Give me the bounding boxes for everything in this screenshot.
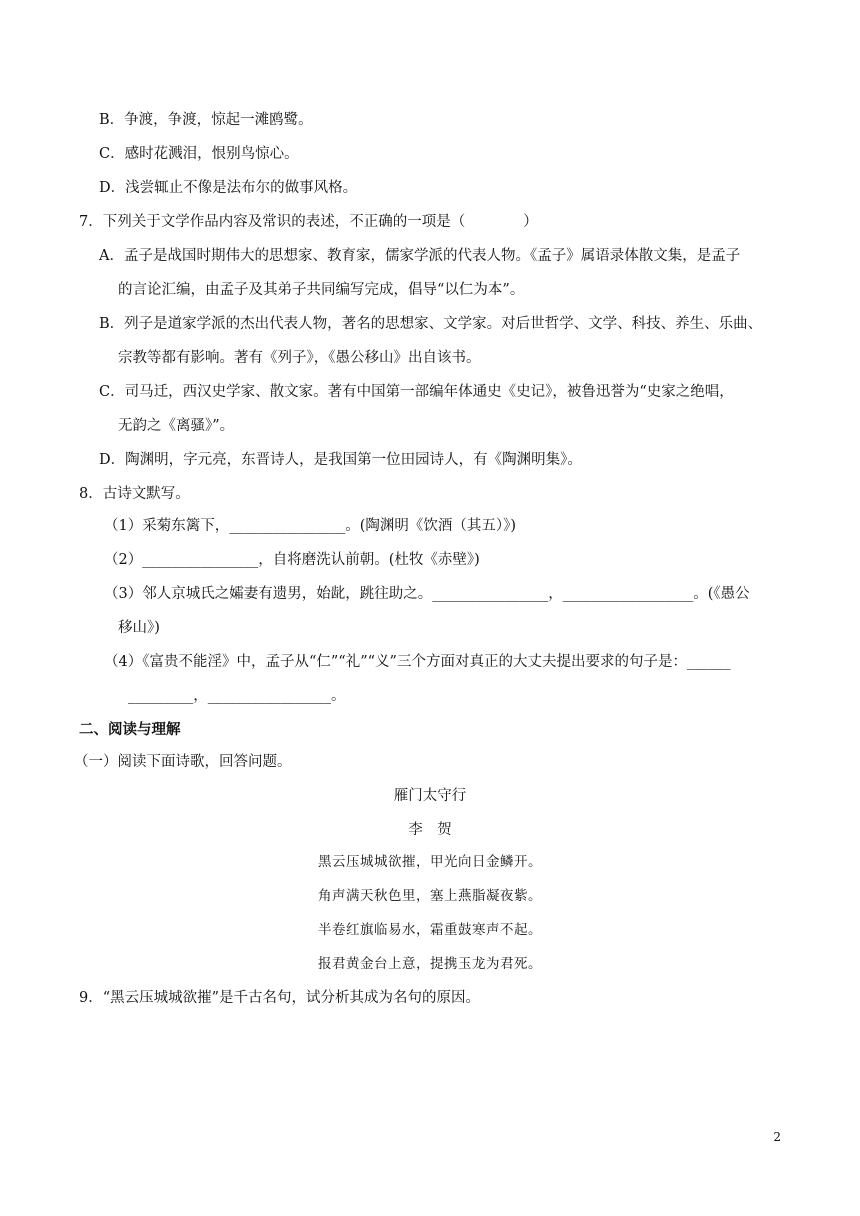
q7-option-b-line1: B．列子是道家学派的杰出代表人物，著名的思想家、文学家。对后世哲学、文学、科技、养生、乐曲、 bbox=[99, 316, 763, 332]
page-number: 2 bbox=[773, 1130, 781, 1144]
q7-option-c-line2: 无韵之《离骚》”。 bbox=[118, 418, 235, 434]
section-subheading: （一）阅读下面诗歌，回答问题。 bbox=[74, 754, 292, 770]
q8-item-4-line2: _________，_________________。 bbox=[128, 688, 346, 704]
q7-option-c-line1: C．司马迁，西汉史学家、散文家。著有中国第一部编年体通史《史记》，被鲁迅誉为“史家之绝唱， bbox=[99, 384, 734, 400]
poem-title: 雁门太守行 bbox=[393, 788, 467, 804]
q7-option-a-line1: A．孟子是战国时期伟大的思想家、教育家，儒家学派的代表人物。《孟子》属语录体散文集，是孟子 bbox=[99, 248, 741, 264]
q6-option-d: D．浅尝辄止不像是法布尔的做事风格。 bbox=[99, 180, 358, 196]
poem-author: 李 贺 bbox=[408, 822, 452, 838]
section-heading: 二、阅读与理解 bbox=[79, 722, 181, 738]
q8-item-4-line1: （4）《富贵不能淫》中，孟子从“仁”“礼”“义”三个方面对真正的大丈夫提出要求的句子是：______ bbox=[104, 654, 731, 670]
q8-item-2: （2）________________，自将磨洗认前朝。(杜牧《赤壁》) bbox=[104, 552, 480, 568]
q8-item-3-line1: （3）邻人京城氏之孀妻有遗男，始龀，跳往助之。________________，__________________。(《愚公 bbox=[104, 586, 750, 602]
q6-option-b: B．争渡，争渡，惊起一滩鸥鹭。 bbox=[99, 112, 313, 128]
poem-line-1: 黑云压城城欲摧，甲光向日金鳞开。 bbox=[318, 854, 542, 870]
poem-line-3: 半卷红旗临易水，霜重鼓寒声不起。 bbox=[318, 922, 542, 938]
poem-line-2: 角声满天秋色里，塞上燕脂凝夜紫。 bbox=[318, 888, 542, 904]
q7-option-a-line2: 的言论汇编，由孟子及其弟子共同编写完成，倡导“以仁为本”。 bbox=[118, 282, 525, 298]
q7-option-d: D．陶渊明，字元亮，东晋诗人，是我国第一位田园诗人，有《陶渊明集》。 bbox=[99, 452, 582, 468]
q7-stem: 7．下列关于文学作品内容及常识的表述，不正确的一项是（ ） bbox=[79, 214, 538, 230]
q8-stem: 8．古诗文默写。 bbox=[79, 486, 190, 502]
q9-stem: 9．“黑云压城城欲摧”是千古名句，试分析其成为名句的原因。 bbox=[79, 990, 481, 1006]
poem-line-4: 报君黄金台上意，提携玉龙为君死。 bbox=[318, 956, 542, 972]
q8-item-1: （1）采菊东篱下，________________。(陶渊明《饮酒（其五）》) bbox=[104, 518, 517, 534]
q7-option-b-line2: 宗教等都有影响。著有《列子》，《愚公移山》出自该书。 bbox=[118, 350, 481, 366]
q6-option-c: C．感时花溅泪，恨别鸟惊心。 bbox=[99, 146, 299, 162]
q8-item-3-line2: 移山》) bbox=[118, 620, 160, 636]
